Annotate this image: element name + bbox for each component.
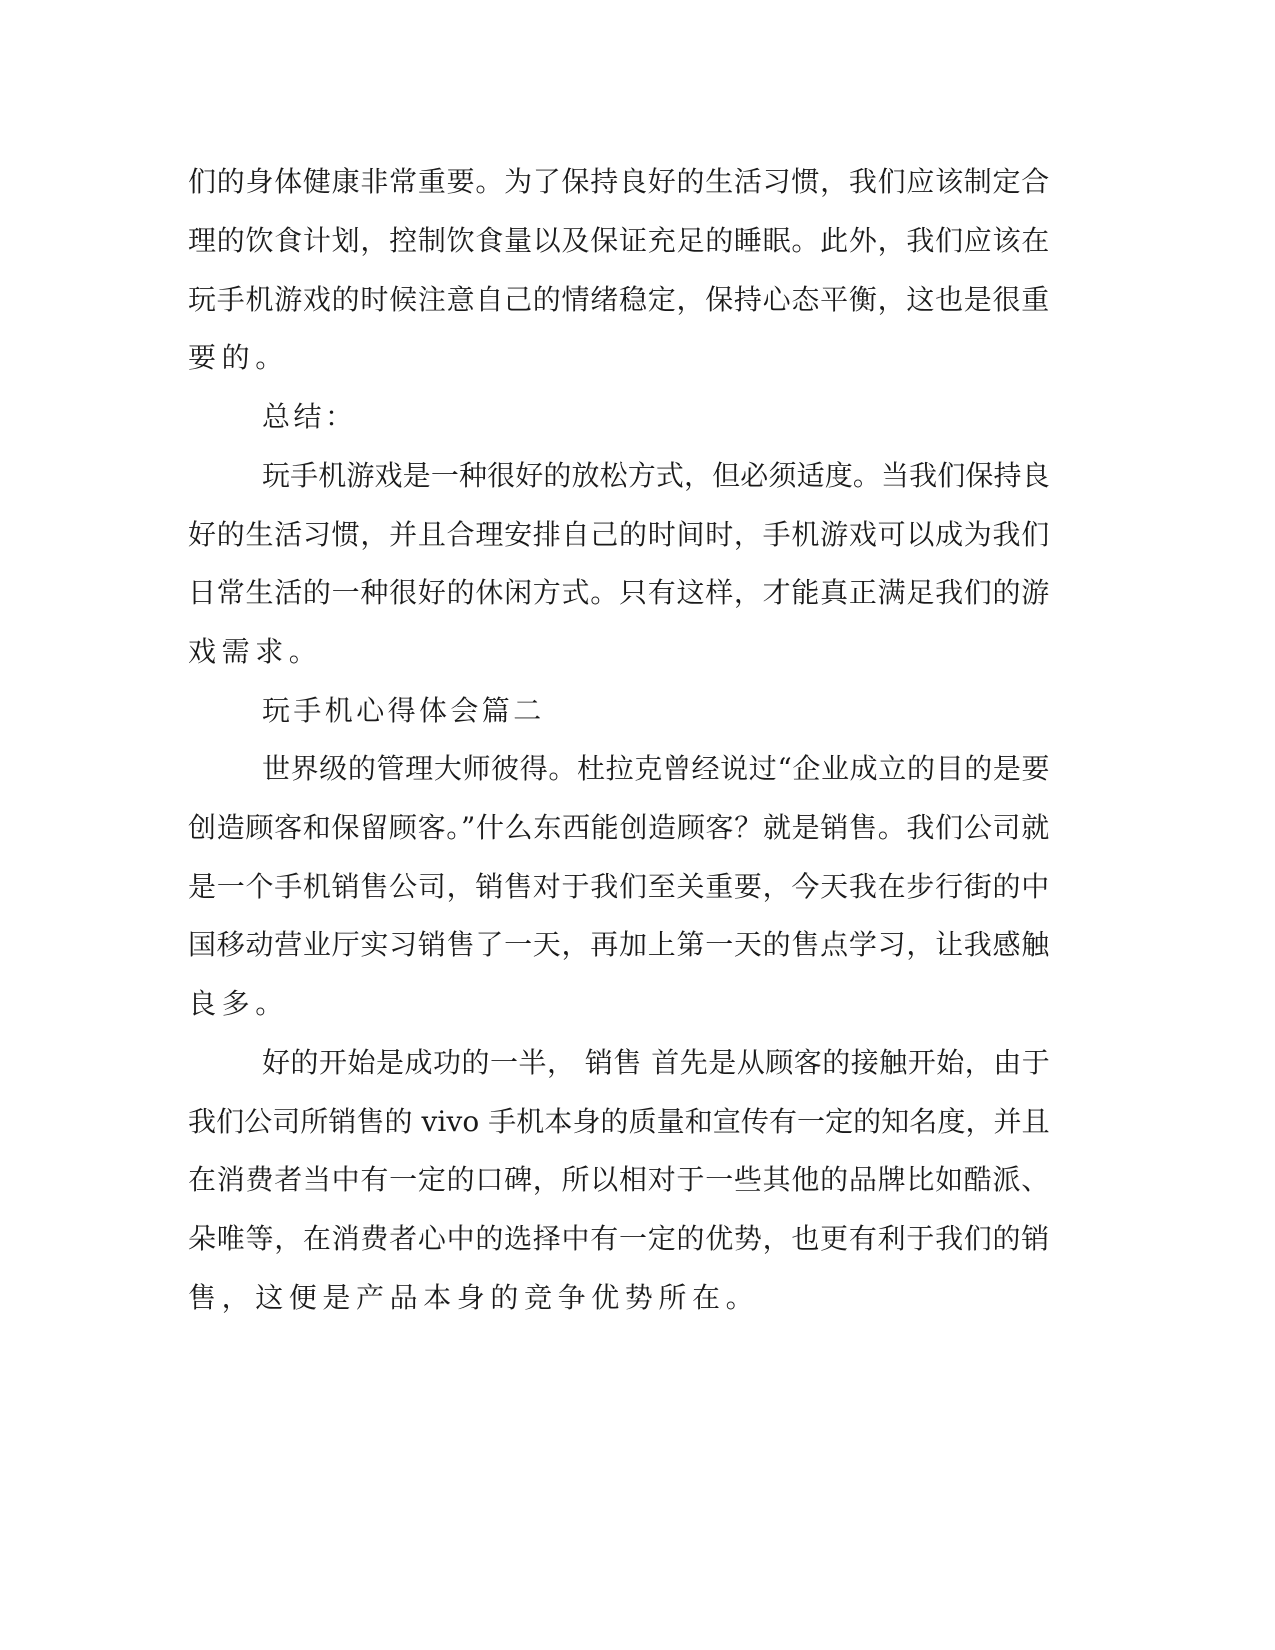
section-heading: 玩手机心得体会篇二 [262,694,545,727]
paragraph-line: 是一个手机销售公司，销售对于我们至关重要，今天我在步行街的中 [188,870,1051,903]
paragraph-line: 我们公司所销售的 vivo 手机本身的质量和宣传有一定的知名度，并且 [188,1105,1050,1138]
paragraph-line: 好的生活习惯，并且合理安排自己的时间时，手机游戏可以成为我们 [188,518,1051,551]
paragraph-line: 朵唯等，在消费者心中的选择中有一定的优势，也更有利于我们的销 [188,1222,1051,1255]
paragraph-line: 玩手机游戏的时候注意自己的情绪稳定，保持心态平衡，这也是很重 [188,283,1051,316]
paragraph-line: 戏需求。 [188,635,323,668]
paragraph-line: 售，这便是产品本身的竞争优势所在。 [188,1281,760,1314]
paragraph-line: 要的。 [188,341,289,374]
paragraph-line: 玩手机游戏是一种很好的放松方式，但必须适度。当我们保持良 [262,459,1050,492]
paragraph-line: 们的身体健康非常重要。为了保持良好的生活习惯，我们应该制定合 [188,165,1051,198]
paragraph-line: 创造顾客和保留顾客。”什么东西能创造顾客？就是销售。我们公司就 [188,811,1050,844]
paragraph-line: 好的开始是成功的一半， 销售 首先是从顾客的接触开始，由于 [262,1046,1051,1079]
paragraph-line: 国移动营业厅实习销售了一天，再加上第一天的售点学习，让我感触 [188,928,1051,961]
paragraph-line: 理的饮食计划，控制饮食量以及保证充足的睡眠。此外，我们应该在 [188,224,1051,257]
paragraph-line: 日常生活的一种很好的休闲方式。只有这样，才能真正满足我们的游 [188,576,1051,609]
paragraph-line: 世界级的管理大师彼得。杜拉克曾经说过“企业成立的目的是要 [262,752,1051,785]
summary-heading: 总结： [262,400,357,433]
paragraph-line: 在消费者当中有一定的口碑，所以相对于一些其他的品牌比如酷派、 [188,1163,1051,1196]
paragraph-line: 良多。 [188,987,289,1020]
